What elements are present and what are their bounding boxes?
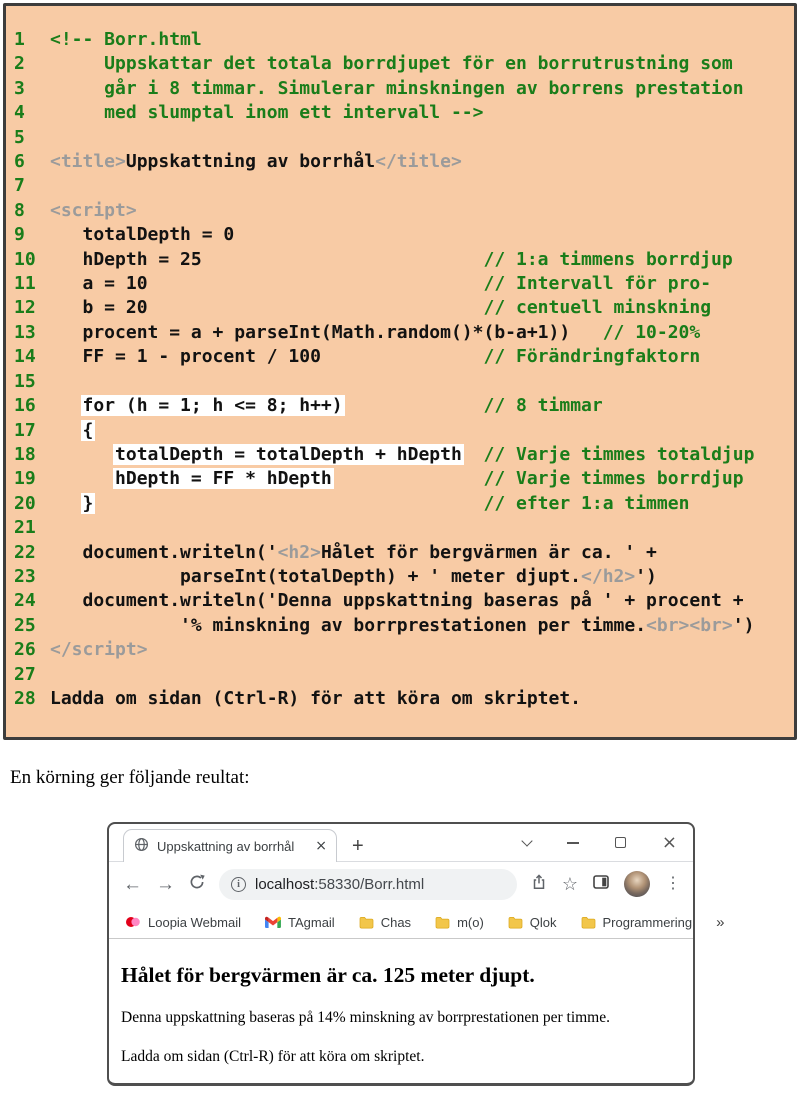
line-number: 17 [14,419,36,441]
share-icon[interactable] [531,874,547,895]
line-number: 1 [14,29,25,50]
bookmark-label: Loopia Webmail [148,914,241,930]
folder-icon [435,916,450,929]
line-number: 19 [14,468,36,490]
bookmark-label: Qlok [529,914,557,930]
line-number: 25 [14,614,36,636]
tab-search-chevron-icon[interactable] [521,835,532,846]
bookmark-label: Chas [380,914,412,930]
line-number: 22 [14,541,36,563]
code-line [14,126,794,150]
window-close-icon[interactable]: × [661,832,677,854]
line-number: 18 [14,443,36,465]
line-number: 10 [14,248,36,270]
tab-close-icon[interactable]: × [315,838,327,855]
minimize-icon[interactable] [567,842,579,844]
folder-icon [359,916,374,929]
url-text [255,876,424,893]
result-line-2: Ladda om sidan (Ctrl-R) för att köra om skriptet. [121,1048,425,1066]
url-host: localhost [255,875,315,893]
back-icon[interactable]: ← [123,873,142,895]
line-number: 16 [14,395,36,417]
code-line [14,370,794,394]
code-line: 18 totalDepth = totalDepth + hDepth // Varje timmes totaldjup [14,443,794,467]
code-line: 14 FF = 1 - procent / 100 // Förändringfaktorn [14,345,794,369]
code-line [14,663,794,687]
line-number: 27 [14,663,36,685]
line-number: 6 [14,151,25,173]
folder-icon [581,916,596,929]
browser-window [107,822,725,1086]
bookmarks-bar [109,906,725,939]
bookmark-item-programmering[interactable] [581,915,693,930]
bookmark-item-loopia-webmail[interactable] [125,915,241,930]
bookmark-label: TAgmail [287,914,335,930]
bookmark-label: m(o) [457,914,484,930]
tab-strip [109,824,693,862]
code-line [14,174,794,198]
line-number: 2 [14,53,25,75]
globe-icon [134,837,149,855]
line-number: 24 [14,590,36,612]
code-line: 3 går i 8 timmar. Simulerar minskningen av borrens prestation [14,77,794,101]
side-panel-icon[interactable] [593,875,609,894]
profile-avatar[interactable] [624,871,650,897]
line-number: 14 [14,346,36,368]
browser-tab[interactable] [123,829,337,862]
code-line: 20 } // efter 1:a timmen [14,492,794,516]
code-line [14,516,794,540]
folder-icon [508,916,523,929]
code-line: 1 <!-- Borr.html [14,28,794,52]
code-line: 28 Ladda om sidan (Ctrl-R) för att köra om skriptet. [14,687,794,711]
toolbar-actions [531,871,681,897]
code-line: 10 hDepth = 25 // 1:a timmens borrdjup [14,248,794,272]
reload-icon[interactable] [189,874,205,895]
forward-icon[interactable]: → [156,873,175,895]
bookmark-label: Programmering [602,914,693,930]
new-tab-button[interactable]: + [352,835,364,858]
code-line: 6 <title>Uppskattning av borrhål</title> [14,150,794,174]
caption-text: En körning ger följande reultat: [10,767,250,789]
address-bar[interactable] [219,869,517,900]
bookmark-item-chas[interactable] [359,915,411,930]
menu-dots-icon[interactable]: ⋮ [665,875,681,893]
line-number: 26 [14,639,36,661]
code-line: 24 document.writeln('Denna uppskattning baseras på ' + procent + [14,589,794,613]
code-line: 13 procent = a + parseInt(Math.random()*(b-a+1)) // 10-20% [14,321,794,345]
gmail-icon [265,916,281,928]
line-number: 20 [14,492,36,514]
line-number: 4 [14,102,25,124]
maximize-icon[interactable] [615,837,626,848]
line-number: 15 [14,370,36,392]
code-line: 26 </script> [14,638,794,662]
page-content [109,939,693,1066]
code-line: 25 '% minskning av borrprestationen per timme.<br><br>') [14,614,794,638]
browser-toolbar [109,862,693,906]
bookmark-star-icon[interactable]: ☆ [561,874,578,895]
code-line: 8 <script> [14,199,794,223]
line-number: 12 [14,297,36,319]
loopia-icon [125,915,141,929]
bookmarks-overflow-icon[interactable]: » [716,913,725,931]
line-number: 5 [14,126,25,148]
line-number: 21 [14,517,36,539]
code-line: 19 hDepth = FF * hDepth // Varje timmes borrdjup [14,467,794,491]
result-line-1: Denna uppskattning baseras på 14% minskning av borrprestationen per timme. [121,1009,610,1027]
line-number: 7 [14,175,25,197]
bookmark-item-qlok[interactable] [508,915,557,930]
line-number: 9 [14,224,25,246]
code-line: 9 totalDepth = 0 [14,223,794,247]
tab-title: Uppskattning av borrhål [157,838,295,854]
line-number: 23 [14,565,36,587]
code-listing [3,3,797,740]
site-info-icon[interactable]: i [231,877,246,892]
line-number: 13 [14,321,36,343]
code-line: 12 b = 20 // centuell minskning [14,296,794,320]
code-line: 22 document.writeln('<h2>Hålet för bergvärmen är ca. ' + [14,541,794,565]
code-line: 16 for (h = 1; h <= 8; h++) // 8 timmar [14,394,794,418]
line-number: 8 [14,199,25,221]
code-line: 23 parseInt(totalDepth) + ' meter djupt.</h2>') [14,565,794,589]
url-path: :58330/Borr.html [314,875,425,893]
bookmark-item-m-o-[interactable] [435,915,484,930]
line-number: 11 [14,273,36,295]
code-line: 2 Uppskattar det totala borrdjupet för en borrutrustning som [14,52,794,76]
code-line: 17 { [14,419,794,443]
bookmark-item-tagmail[interactable] [265,915,335,930]
line-number: 28 [14,687,36,709]
line-number: 3 [14,77,25,99]
window-controls [523,832,677,854]
code-line: 11 a = 10 // Intervall för pro- [14,272,794,296]
code-line: 4 med slumptal inom ett intervall --> [14,101,794,125]
result-heading: Hålet för bergvärmen är ca. 125 meter djupt. [121,963,535,988]
